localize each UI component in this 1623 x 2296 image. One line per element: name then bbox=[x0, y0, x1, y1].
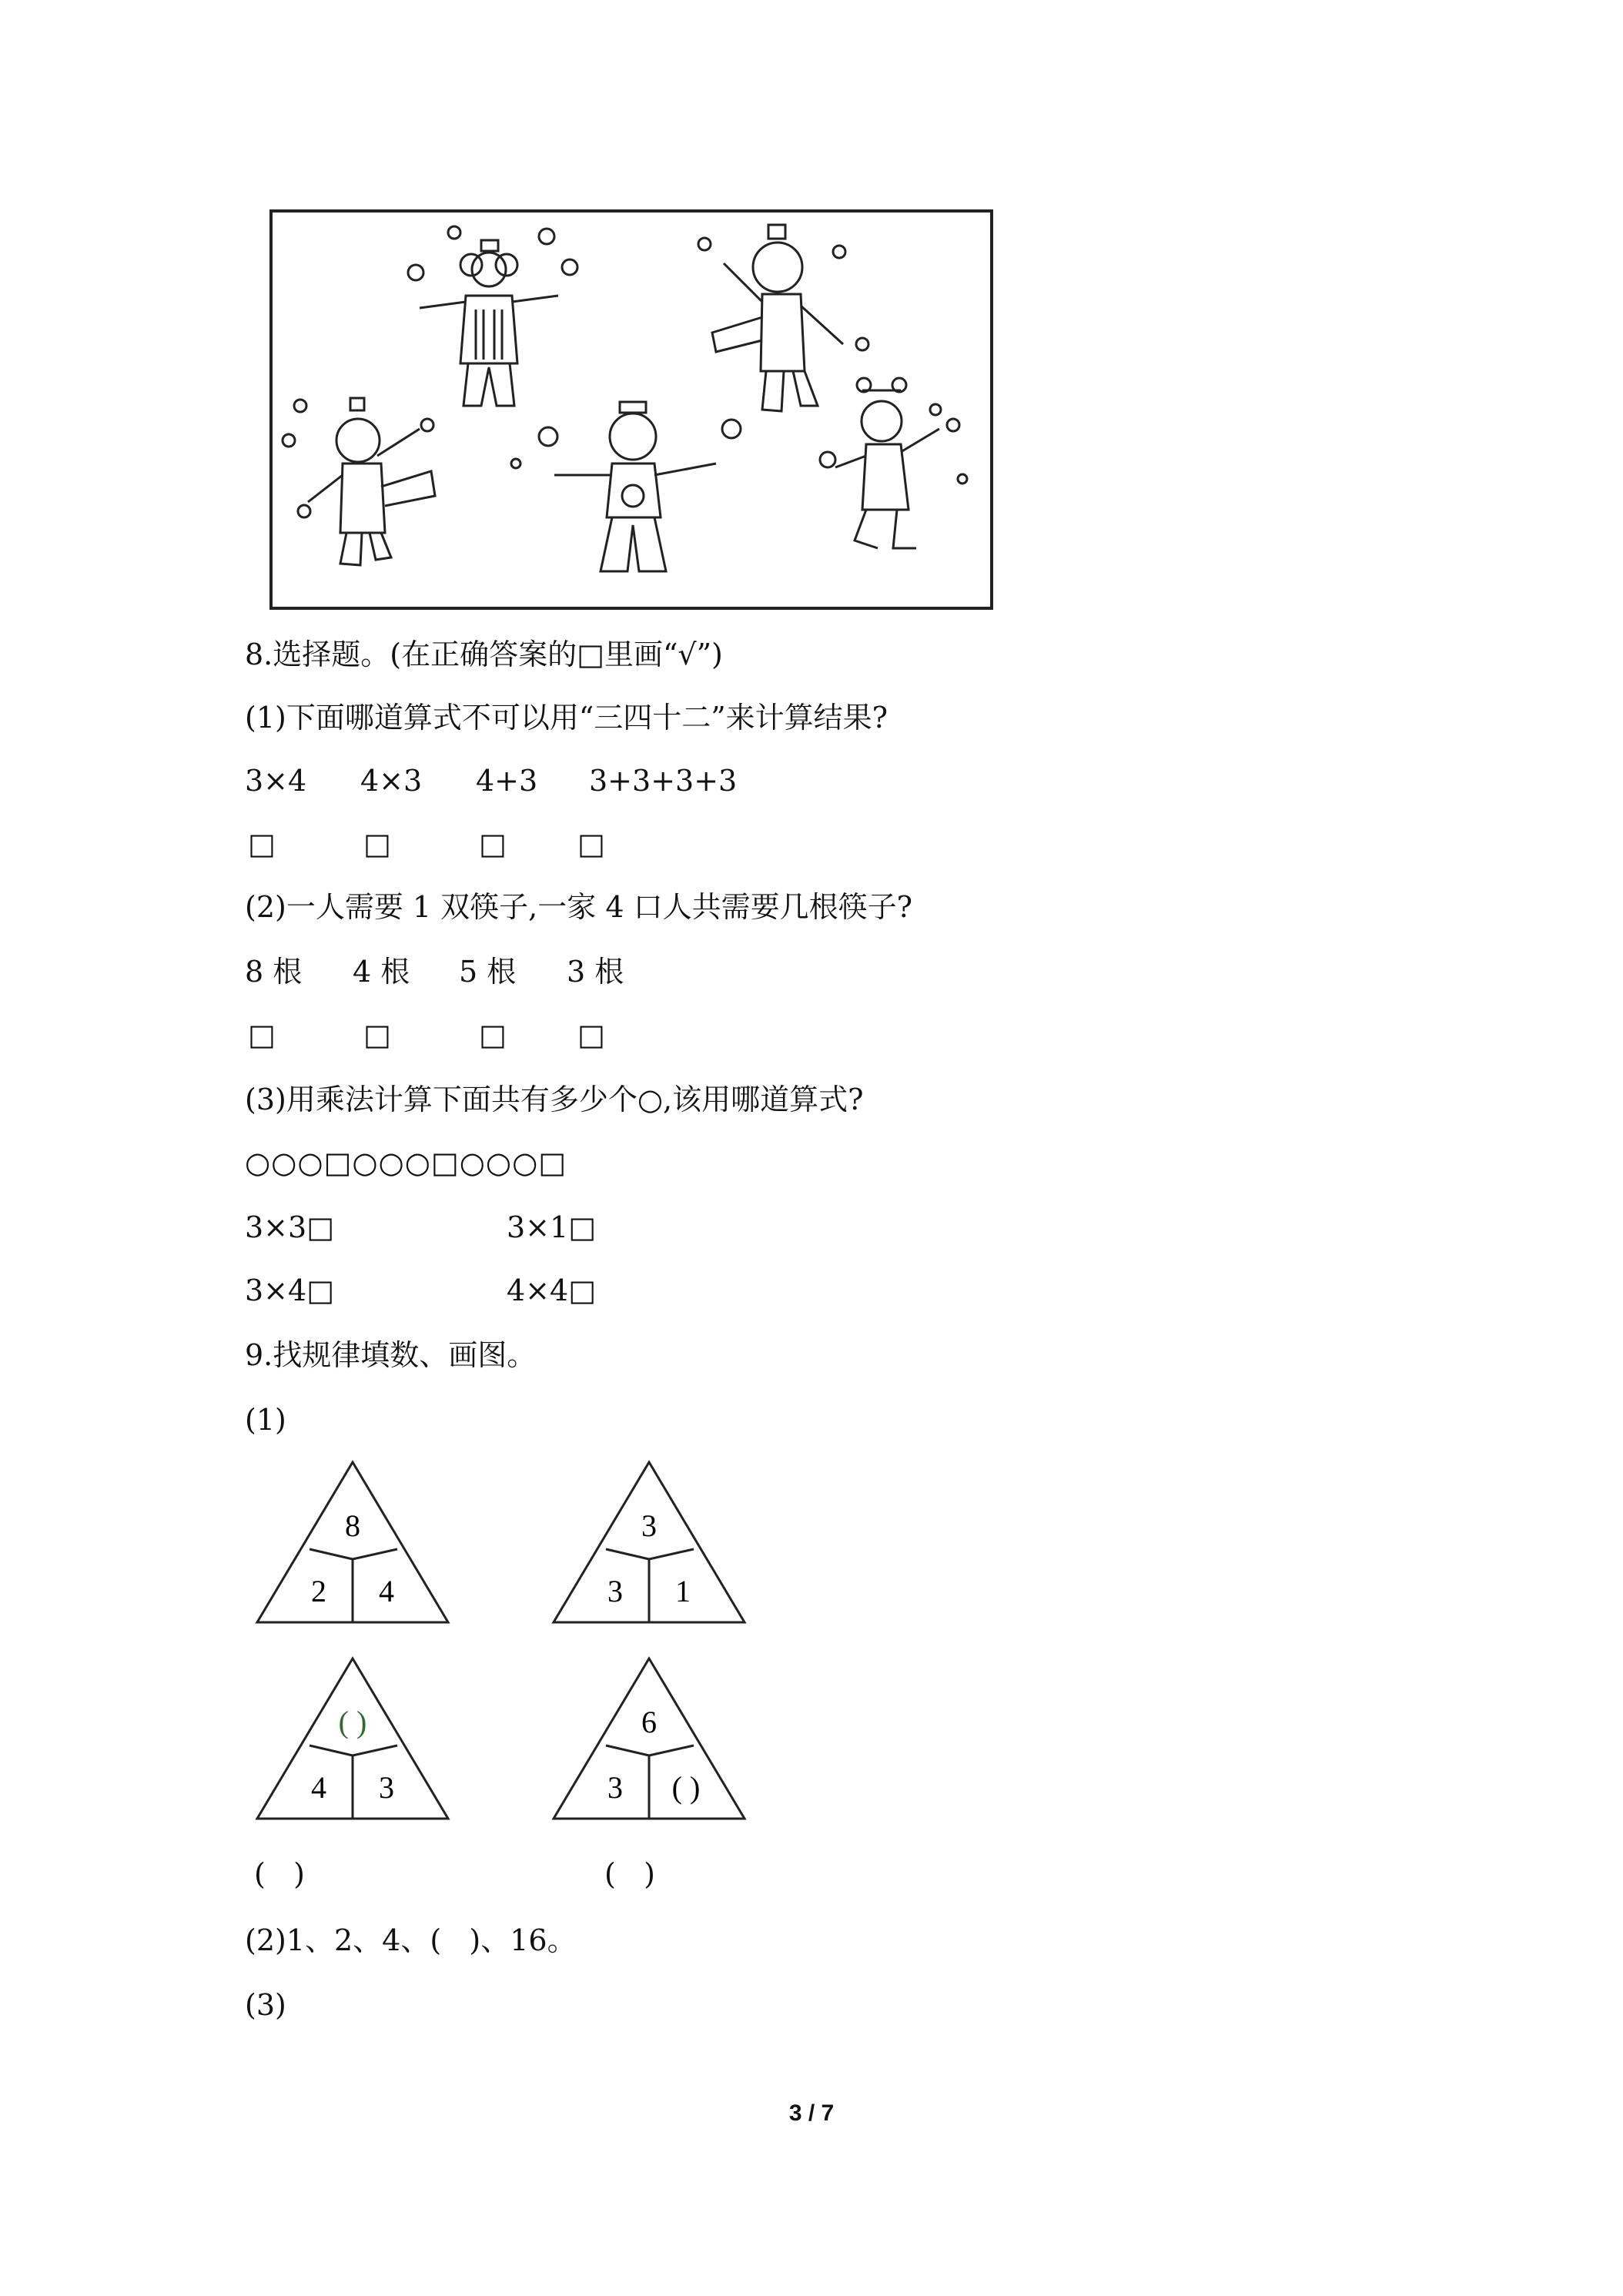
number-triangle bbox=[254, 1655, 451, 1825]
triangle-right-blank: ( ) bbox=[671, 1770, 701, 1805]
q9-p3-label: (3) bbox=[245, 1988, 286, 2022]
q8-p1-option: 3×4 bbox=[245, 764, 307, 798]
page-number: 3 / 7 bbox=[788, 2100, 835, 2126]
q8-p3-option[interactable]: 3×1□ bbox=[507, 1210, 597, 1244]
number-triangle bbox=[550, 1655, 748, 1825]
number-triangle bbox=[550, 1459, 748, 1628]
q8-p2-option: 5 根 bbox=[459, 955, 517, 989]
answer-blank[interactable]: ( ) bbox=[254, 1857, 305, 1891]
q8-p1-checkbox[interactable]: □ bbox=[577, 827, 605, 861]
triangle-left-number: 2 bbox=[311, 1574, 326, 1608]
answer-blank[interactable]: ( ) bbox=[604, 1857, 655, 1891]
q8-p1-checkbox[interactable]: □ bbox=[363, 827, 391, 861]
q8-p1-checkbox[interactable]: □ bbox=[248, 827, 276, 861]
triangle-top-number: 6 bbox=[641, 1705, 657, 1739]
triangle-left-number: 3 bbox=[607, 1574, 623, 1608]
q8-p3-question: (3)用乘法计算下面共有多少个○,该用哪道算式? bbox=[245, 1083, 864, 1116]
q9-p2-sequence: (2)1、2、4、( )、16。 bbox=[245, 1923, 577, 1957]
q8-p1-option: 4×3 bbox=[360, 764, 423, 798]
triangle-top-number: 3 bbox=[641, 1508, 657, 1543]
q8-p2-checkbox[interactable]: □ bbox=[577, 1018, 605, 1052]
q8-p1-option: 4+3 bbox=[476, 764, 538, 798]
triangle-left-number: 3 bbox=[607, 1770, 623, 1805]
triangle-top-number: 8 bbox=[345, 1508, 360, 1543]
q9-title: 9.找规律填数、画图。 bbox=[245, 1338, 537, 1372]
q8-p3-pattern: ○○○□○○○□○○○□ bbox=[245, 1146, 567, 1180]
triangle-right-number: 3 bbox=[379, 1770, 394, 1805]
q8-title: 8.选择题。(在正确答案的□里画“√”) bbox=[245, 638, 723, 671]
q8-p2-checkbox[interactable]: □ bbox=[248, 1018, 276, 1052]
q8-p3-option[interactable]: 4×4□ bbox=[507, 1274, 597, 1307]
number-triangle bbox=[254, 1459, 451, 1628]
clown-illustration bbox=[269, 209, 993, 610]
triangle-right-number: 4 bbox=[379, 1574, 394, 1608]
triangle-left-number: 4 bbox=[311, 1770, 326, 1805]
q8-p2-checkbox[interactable]: □ bbox=[363, 1018, 391, 1052]
q8-p3-option[interactable]: 3×4□ bbox=[245, 1274, 335, 1307]
q8-p2-option: 8 根 bbox=[245, 955, 303, 989]
q8-p1-checkbox[interactable]: □ bbox=[479, 827, 507, 861]
q8-p2-checkbox[interactable]: □ bbox=[479, 1018, 507, 1052]
q9-p1-label: (1) bbox=[245, 1403, 286, 1437]
q8-p2-option: 4 根 bbox=[353, 955, 410, 989]
triangle-top-blank: ( ) bbox=[338, 1705, 367, 1739]
q8-p2-option: 3 根 bbox=[567, 955, 624, 989]
q8-p1-question: (1)下面哪道算式不可以用“三四十二”来计算结果? bbox=[245, 701, 888, 735]
q8-p1-option: 3+3+3+3 bbox=[589, 764, 738, 798]
q8-p3-option[interactable]: 3×3□ bbox=[245, 1210, 335, 1244]
triangle-right-number: 1 bbox=[675, 1574, 691, 1608]
q8-p2-question: (2)一人需要 1 双筷子,一家 4 口人共需要几根筷子? bbox=[245, 890, 912, 924]
